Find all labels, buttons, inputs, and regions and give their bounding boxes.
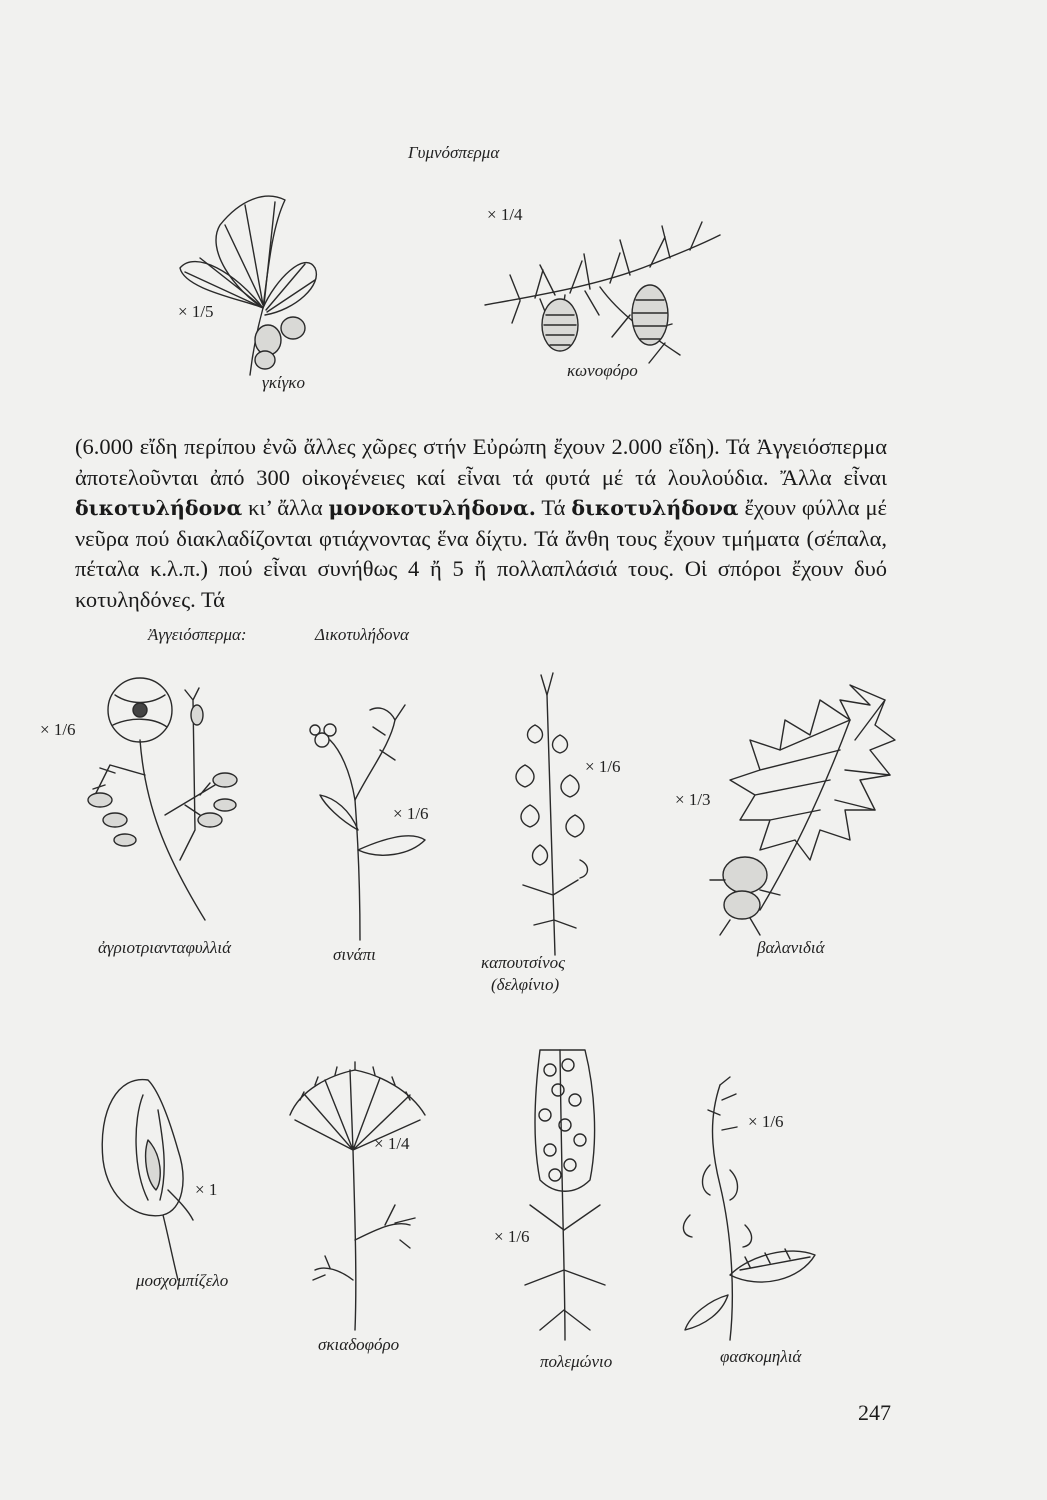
larkspur-label: καπουτσίνος bbox=[481, 953, 566, 972]
mustard-label: σινάπι bbox=[333, 945, 376, 964]
sage-scale: × 1/6 bbox=[748, 1112, 784, 1131]
sweet-pea-illustration bbox=[88, 1070, 208, 1285]
polemonium-illustration bbox=[510, 1030, 620, 1345]
oak-illustration bbox=[700, 680, 900, 940]
angiosperms-heading: Ἀγγειόσπερμα: bbox=[148, 625, 247, 644]
sage-illustration bbox=[650, 1075, 825, 1345]
sweet-pea-label: μοσχομπίζελο bbox=[136, 1271, 229, 1290]
oak-scale: × 1/3 bbox=[675, 790, 711, 809]
larkspur-scale: × 1/6 bbox=[585, 757, 621, 776]
polemonium-label: πολεμώνιο bbox=[540, 1352, 613, 1371]
ginkgo-illustration bbox=[165, 180, 325, 385]
page-number: 247 bbox=[858, 1400, 891, 1425]
wild-rose-label: ἀγριοτριανταφυλλιά bbox=[98, 938, 232, 957]
mustard-scale: × 1/6 bbox=[393, 804, 429, 823]
wild-rose-scale: × 1/6 bbox=[40, 720, 76, 739]
text-part4: ἔχουν φύλλα μέ νεῦρα πού διακλαδίζονται φτιάχνοντας ἕνα δίχτυ. Τά ἄνθη τους ἔχουν τμήματα (σέπαλα, πέταλα κ.λ.π.) πού εἶναι συνήθως 4 ἤ 5 ἤ πολλαπλάσιά τους. Οἱ σπόροι ἔχουν δυό κοτυληδόνες. Τά bbox=[75, 495, 887, 612]
wild-rose-illustration bbox=[85, 655, 260, 925]
dicots-heading: Δικοτυλήδονα bbox=[315, 625, 409, 644]
ginkgo-scale: × 1/5 bbox=[178, 302, 214, 321]
text-part1: (6.000 εἴδη περίπου ἐνῶ ἄλλες χῶρες στήν Εὐρώπη ἔχουν 2.000 εἴδη). Τά Ἀγγειόσπερμα ἀποτελοῦνται ἀπό 300 οἰκογένειες καί εἶναι τά φυτά μέ τά λουλούδια. Ἄλλα εἶναι bbox=[75, 434, 887, 490]
text-part3: Τά bbox=[535, 495, 572, 520]
ginkgo-label: γκίγκο bbox=[262, 373, 305, 392]
gymnosperms-heading: Γυμνόσπερμα bbox=[408, 143, 500, 162]
body-paragraph bbox=[75, 432, 887, 615]
larkspur-illustration bbox=[495, 665, 615, 960]
umbellifer-label: σκιαδοφόρο bbox=[318, 1335, 400, 1354]
term-dicots-2: δικοτυλήδονα bbox=[571, 496, 739, 520]
umbellifer-illustration bbox=[285, 1040, 435, 1335]
conifer-illustration bbox=[480, 205, 735, 380]
conifer-scale: × 1/4 bbox=[487, 205, 523, 224]
polemonium-scale: × 1/6 bbox=[494, 1227, 530, 1246]
sweet-pea-scale: × 1 bbox=[195, 1180, 218, 1199]
sage-label: φασκομηλιά bbox=[720, 1347, 802, 1366]
text-part2: κι’ ἄλλα bbox=[242, 495, 329, 520]
umbellifer-scale: × 1/4 bbox=[374, 1134, 410, 1153]
term-dicots: δικοτυλήδονα bbox=[75, 496, 243, 520]
conifer-label: κωνοφόρο bbox=[567, 361, 638, 380]
larkspur-label-alt: (δελφίνιο) bbox=[491, 975, 560, 994]
term-monocots: μονοκοτυλήδονα. bbox=[328, 496, 536, 520]
oak-label: βαλανιδιά bbox=[757, 938, 825, 957]
